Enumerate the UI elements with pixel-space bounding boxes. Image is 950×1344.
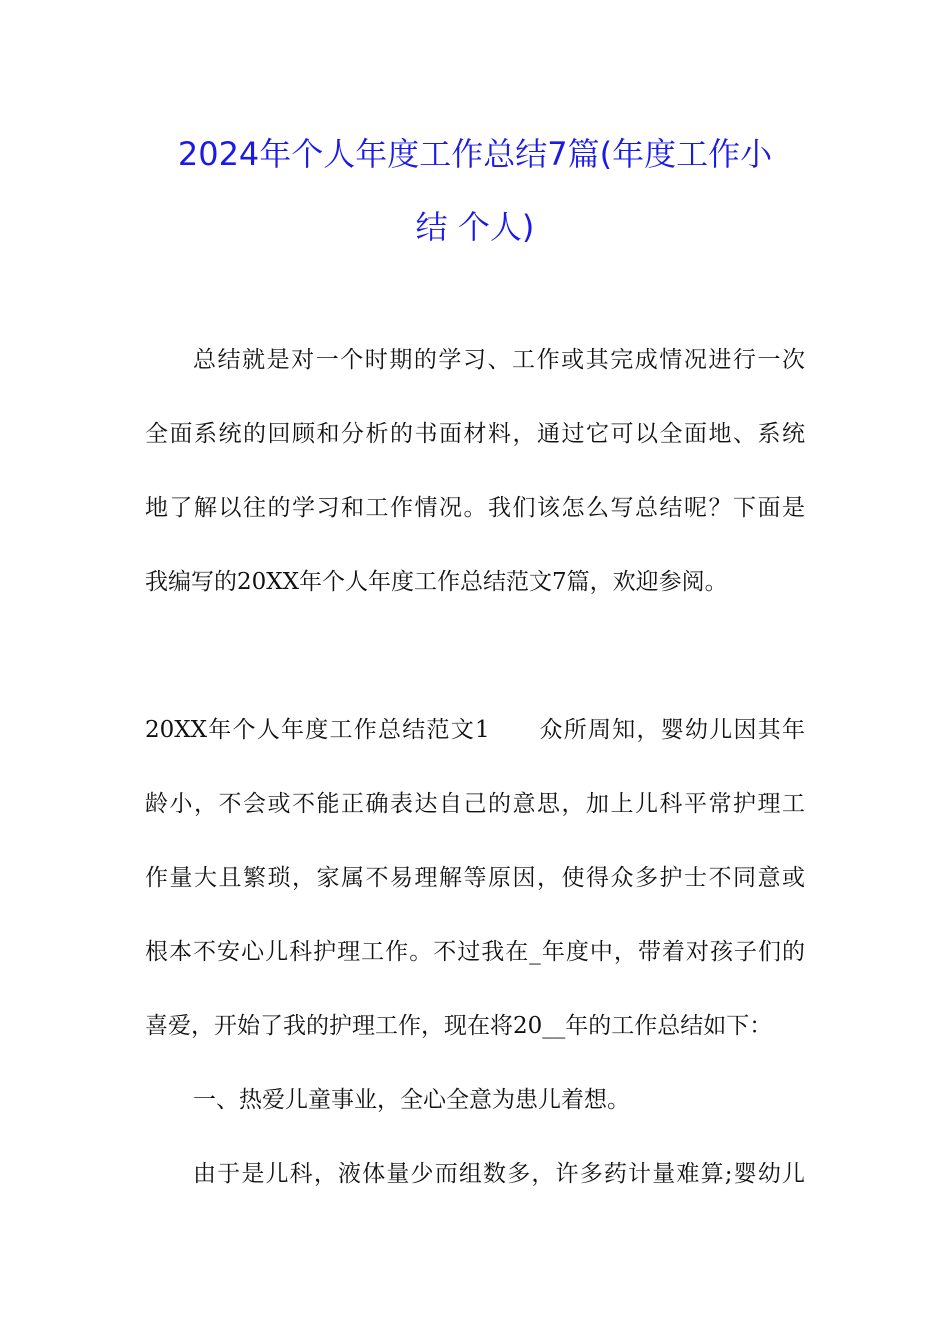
section1-line-1: 20XX年个人年度工作总结范文1 众所周知，婴幼儿因其年 xyxy=(145,717,805,743)
intro-line-4: 我编写的20XX年个人年度工作总结范文7篇，欢迎参阅。 xyxy=(145,569,728,595)
section1-line-3: 作量大且繁琐，家属不易理解等原因，使得众多护士不同意或 xyxy=(145,865,805,891)
section1-line-2: 龄小，不会或不能正确表达自己的意思，加上儿科平常护理工 xyxy=(145,791,805,817)
intro-line-3: 地了解以往的学习和工作情况。我们该怎么写总结呢？下面是 xyxy=(145,495,805,521)
section1-line-4: 根本不安心儿科护理工作。不过我在_年度中，带着对孩子们的 xyxy=(145,939,805,965)
document-title-line-2: 结 个人) xyxy=(415,208,535,246)
paragraph-last-line: 由于是儿科，液体量少而组数多，许多药计量难算;婴幼儿 xyxy=(193,1161,805,1187)
intro-line-1: 总结就是对一个时期的学习、工作或其完成情况进行一次 xyxy=(193,347,805,373)
section1-line-5: 喜爱，开始了我的护理工作，现在将20__年的工作总结如下： xyxy=(145,1013,773,1039)
intro-line-2: 全面系统的回顾和分析的书面材料，通过它可以全面地、系统 xyxy=(145,421,805,447)
document-title-line-1: 2024年个人年度工作总结7篇(年度工作小 xyxy=(177,135,773,173)
section-heading-1: 一、热爱儿童事业，全心全意为患儿着想。 xyxy=(193,1087,630,1113)
